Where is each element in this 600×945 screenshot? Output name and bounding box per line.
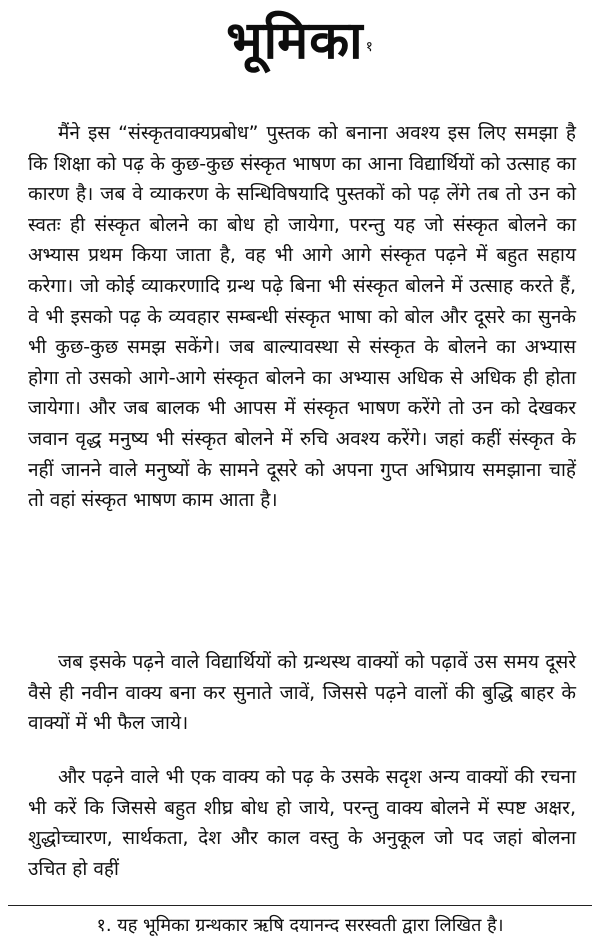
title-footnote-mark: १ <box>365 39 374 55</box>
paragraph-3: और पढ़ने वाले भी एक वाक्य को पढ़ के उसके सदृश अन्य वाक्यों की रचना भी करें कि जिससे बहुत शीघ्र बोध हो जाये, परन्तु वाक्य बोलने में स्पष्ट अक्षर, शुद्धोच्चारण, सार्थकता, देश और काल वस्तु के अनुकूल जो पद जहां बोलना उचित हो वहीं <box>28 766 576 880</box>
footnote-divider <box>8 905 592 906</box>
page-title <box>0 6 600 76</box>
footnote: १. यह भूमिका ग्रन्थकार ऋषि दयानन्द सरस्वती द्वारा लिखित है। <box>96 915 504 936</box>
paragraph-1: मैंने इस “संस्कृतवाक्यप्रबोध” पुस्तक को बनाना अवश्य इस लिए समझा है कि शिक्षा को पढ़ के कुछ-कुछ संस्कृत भाषण का आना विद्यार्थियों को उत्साह का कारण है। जब वे व्याकरण के सन्धिविषयादि पुस्तकों को पढ़ लेंगे तब तो उन को स्वतः ही संस्कृत बोलने का बोध हो जायेगा, परन्तु यह जो संस्कृत बोलने का अभ्यास प्रथम किया जाता है, वह भी आगे आगे संस्कृत पढ़ने में बहुत सहाय करेगा। जो कोई व्याकरणादि ग्रन्थ पढ़े बिना भी संस्कृत बोलने में उत्साह करते हैं, वे भी इसको पढ़ के व्यवहार सम्बन्धी संस्कृत भाषा को बोल और दूसरे का सुनके भी कुछ-कुछ समझ सकेंगे। जब बाल्यावस्था से संस्कृत के बोलने का अभ्यास होगा तो उसको आगे-आगे संस्कृत बोलने का अभ्यास अधिक से अधिक ही होता जायेगा। और जब बालक भी आपस में संस्कृत भाषण करेंगे तो उन को देखकर जवान वृद्ध मनुष्य भी संस्कृत बोलने में रुचि अवश्य करेंगे। जहां कहीं संस्कृत के नहीं जानने वाले मनुष्यों के सामने दूसरे को अपना गुप्त अभिप्राय समझाना चाहें तो वहां संस्कृत भाषण काम आता है। <box>28 122 576 512</box>
title-text: भूमिका <box>226 11 364 71</box>
paragraph-2: जब इसके पढ़ने वाले विद्यार्थियों को ग्रन्थस्थ वाक्यों को पढ़ावें उस समय दूसरे वैसे ही नवीन वाक्य बना कर सुनाते जावें, जिससे पढ़ने वालों की बुद्धि बाहर के वाक्यों में भी फैल जाये। <box>28 651 576 735</box>
